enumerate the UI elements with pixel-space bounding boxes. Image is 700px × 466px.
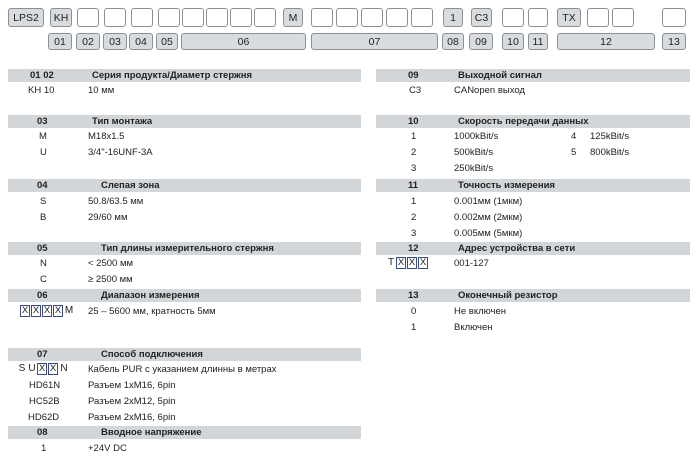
section-number: 08 (37, 427, 48, 438)
row-desc: CANopen выход (454, 85, 525, 96)
code-box-04 (104, 8, 126, 27)
code-letter: M (64, 305, 74, 316)
cable-code (17, 362, 69, 375)
row-desc: 1000kBit/s (454, 131, 499, 142)
position-09: 09 (469, 33, 493, 50)
placeholder-box: X (54, 304, 62, 316)
section-number: 10 (408, 116, 419, 127)
row-desc: +24V DC (88, 443, 127, 454)
code-box-m: M (283, 8, 303, 27)
section-number: 12 (408, 243, 419, 254)
row-code: B (40, 212, 47, 223)
code-letter: S (18, 363, 26, 374)
row-desc: 3/4"-16UNF-3A (88, 147, 153, 158)
placeholder-box: X (397, 256, 405, 268)
row-desc: 001-127 (454, 258, 489, 269)
row-code: HD61N (29, 380, 61, 391)
position-01: 01 (48, 33, 72, 50)
row-code: S (40, 196, 47, 207)
row-desc: Разъем 2xM16, 6pin (88, 412, 176, 423)
section-number: 04 (37, 180, 48, 191)
placeholder-box: X (32, 304, 40, 316)
row-code: C (40, 274, 47, 285)
section-header-connection (8, 348, 361, 361)
row-code: 2 (411, 212, 417, 223)
row-code: 4 (571, 131, 577, 142)
code-box-07e (411, 8, 433, 27)
row-code: 1 (411, 131, 417, 142)
section-title: Серия продукта/Диаметр стержня (92, 70, 253, 81)
position-08: 08 (442, 33, 464, 50)
row-code: 3 (411, 228, 417, 239)
code-box-tx: TX (557, 8, 581, 27)
section-title: Оконечный резистор (458, 290, 558, 301)
placeholder-box: X (43, 304, 51, 316)
section-title: Выходной сигнал (458, 70, 542, 81)
row-desc: 500kBit/s (454, 147, 494, 158)
section-number: 06 (37, 290, 48, 301)
row-desc: Включен (454, 322, 493, 333)
row-code: 1 (411, 196, 417, 207)
code-box-07b (336, 8, 358, 27)
row-code: HC52B (29, 396, 60, 407)
section-title: Точность измерения (458, 180, 555, 191)
row-desc: 0.001мм (1мкм) (454, 196, 523, 207)
section-number: 07 (37, 349, 48, 360)
address-code (386, 256, 429, 269)
position-05: 05 (156, 33, 178, 50)
code-box-07a (311, 8, 333, 27)
row-code: 5 (571, 147, 577, 158)
position-12: 12 (557, 33, 655, 50)
code-letter: T (387, 257, 395, 268)
row-desc: < 2500 мм (88, 258, 134, 269)
row-code: 0 (411, 306, 417, 317)
code-box-13 (662, 8, 686, 27)
section-number: 11 (408, 180, 419, 191)
section-header-measuring-range (8, 289, 361, 302)
row-desc: Кабель PUR с указанием длинны в метрах (88, 364, 277, 375)
code-box-07c (361, 8, 383, 27)
row-desc: 0.002мм (2мкм) (454, 212, 523, 223)
code-box-12a (587, 8, 609, 27)
placeholder-box: X (38, 362, 46, 374)
row-desc: ≥ 2500 мм (88, 274, 133, 285)
row-desc: 50.8/63.5 мм (88, 196, 144, 207)
code-box-10 (502, 8, 524, 27)
position-07: 07 (311, 33, 438, 50)
row-desc: 800kBit/s (590, 147, 630, 158)
section-title: Слепая зона (101, 180, 160, 191)
code-box-06b (182, 8, 204, 27)
section-title: Способ подключения (101, 349, 203, 360)
section-header-blind-zone (8, 179, 361, 192)
section-title: Диапазон измерения (101, 290, 200, 301)
position-02: 02 (76, 33, 100, 50)
section-header-accuracy (376, 179, 690, 192)
row-code: 1 (41, 443, 47, 454)
section-number: 09 (408, 70, 419, 81)
section-header-output-signal (376, 69, 690, 82)
position-06: 06 (181, 33, 306, 50)
code-box-voltage: 1 (443, 8, 463, 27)
row-code: 3 (411, 163, 417, 174)
code-box-06a (158, 8, 180, 27)
section-header-mounting (8, 115, 361, 128)
section-title: Тип монтажа (92, 116, 153, 127)
row-desc: 0.005мм (5мкм) (454, 228, 523, 239)
section-header-terminator (376, 289, 690, 302)
code-box-05 (131, 8, 153, 27)
row-desc: Разъем 1xM16, 6pin (88, 380, 176, 391)
position-13: 13 (662, 33, 686, 50)
section-number: 03 (37, 116, 48, 127)
placeholder-box: X (21, 304, 29, 316)
section-title: Вводное напряжение (101, 427, 202, 438)
placeholder-box: X (408, 256, 416, 268)
code-box-kh: KH (50, 8, 72, 27)
row-desc: 29/60 мм (88, 212, 128, 223)
placeholder-box: X (49, 362, 57, 374)
row-code: 2 (411, 147, 417, 158)
section-title: Адрес устройства в сети (458, 243, 576, 254)
code-letter: N (60, 363, 68, 374)
section-title: Скорость передачи данных (458, 116, 589, 127)
position-03: 03 (103, 33, 127, 50)
section-header-baud-rate (376, 115, 690, 128)
code-box-output: C3 (471, 8, 492, 27)
row-desc: M18x1.5 (88, 131, 125, 142)
section-header-supply-voltage (8, 426, 361, 439)
row-desc: 250kBit/s (454, 163, 494, 174)
position-11: 11 (528, 33, 548, 50)
position-10: 10 (502, 33, 524, 50)
code-box-12b (612, 8, 634, 27)
section-title: Тип длины измерительного стержня (101, 243, 274, 254)
position-04: 04 (129, 33, 153, 50)
code-box-07d (386, 8, 408, 27)
row-desc: Разъем 2xM12, 5pin (88, 396, 176, 407)
row-code: 1 (411, 322, 417, 333)
code-box-06c (206, 8, 228, 27)
code-letter: U (28, 363, 36, 374)
code-box-03 (77, 8, 99, 27)
section-header-rod-length-type (8, 242, 361, 255)
row-desc: 125kBit/s (590, 131, 630, 142)
section-header-series (8, 69, 361, 82)
row-code: U (40, 147, 47, 158)
section-number: 05 (37, 243, 48, 254)
row-code: M (39, 131, 47, 142)
row-code: N (40, 258, 47, 269)
code-box-06e (254, 8, 276, 27)
code-box-series: LPS2 (8, 8, 44, 27)
row-desc: 10 мм (88, 85, 115, 96)
code-box-11 (528, 8, 548, 27)
row-desc: Не включен (454, 306, 507, 317)
section-header-device-address (376, 242, 690, 255)
row-code: KH 10 (28, 85, 55, 96)
row-code: HD62D (28, 412, 60, 423)
row-code: C3 (409, 85, 422, 96)
range-code (20, 304, 74, 317)
placeholder-box: X (419, 256, 427, 268)
code-box-06d (230, 8, 252, 27)
row-desc: 25 – 5600 мм, кратность 5мм (88, 306, 216, 317)
section-number: 01 02 (30, 70, 54, 81)
section-number: 13 (408, 290, 419, 301)
